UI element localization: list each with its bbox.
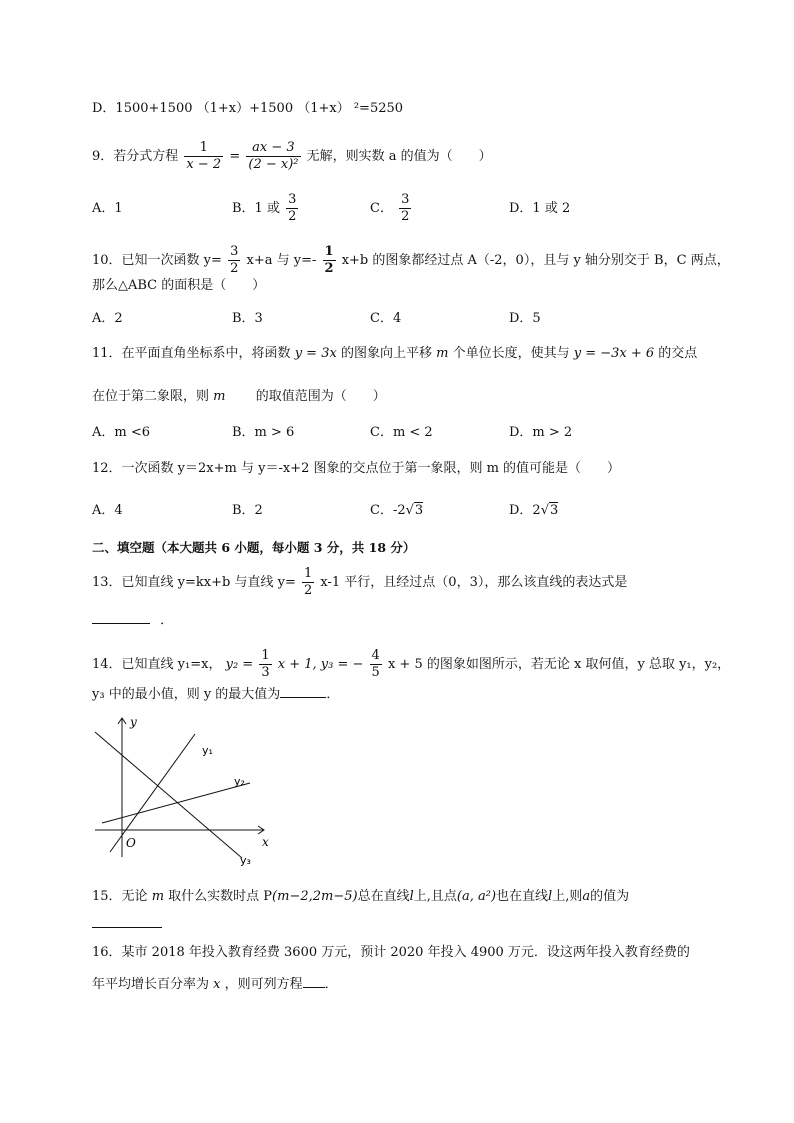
q9-prefix: 9．若分式方程 [92, 149, 179, 164]
q9-rhs-den: (2 − x)² [248, 157, 299, 172]
q10-f2-den: 2 [324, 261, 334, 276]
q14-fraction-1 [259, 648, 271, 681]
q9-option-c-prefix: C． [370, 201, 393, 216]
q15-l-2: l [548, 889, 553, 904]
q10-option-a: A．2 [92, 311, 123, 326]
q9-b-den: 2 [288, 209, 297, 224]
q11-stem-line2 [92, 388, 386, 406]
q9-option-a: A．1 [92, 201, 123, 216]
q14-answer-blank[interactable] [280, 697, 326, 698]
q15-mid4: 也在直线 [496, 889, 549, 904]
q14-line2: y₃ 中的最小值，则 y 的最大值为 [92, 687, 281, 702]
q9-option-d: D．1 或 2 [509, 201, 571, 216]
q13-fraction [302, 566, 314, 599]
q9-c-num: 3 [401, 192, 410, 207]
q9-b-num: 3 [288, 192, 297, 207]
q10-stem-line1 [92, 244, 730, 277]
q15-mid2: 总在直线 [357, 889, 410, 904]
q10-option-d: D．5 [509, 311, 541, 326]
label-y1: y₁ [202, 744, 213, 757]
q14-f2-num: 4 [371, 648, 380, 663]
q13-prefix: 13．已知直线 y=kx+b 与直线 y= [92, 575, 296, 590]
q11-function-1: y = 3x [294, 346, 337, 361]
q14-end-mark: ． [326, 687, 340, 702]
q9-lhs-fraction [184, 140, 223, 173]
q15-mid5: 上,则 [552, 889, 583, 904]
q9-option-b [232, 192, 300, 225]
q9-c-den: 2 [401, 209, 410, 224]
q11-function-2: y = −3x + 6 [573, 346, 655, 361]
q9-option-c [370, 192, 413, 225]
q10-middle: x+a 与 y=- [246, 253, 317, 268]
section-fill-in-title: 二、填空题（本大题共 6 小题，每小题 3 分，共 18 分） [92, 540, 416, 555]
q15-answer-blank[interactable] [92, 927, 162, 928]
q9-option-b-prefix: B．1 或 [232, 201, 280, 216]
q9-stem [92, 140, 492, 173]
q9-rhs-fraction [246, 140, 300, 173]
q16-stem-line2 [92, 976, 338, 994]
q14-suffix: x + 5 的图象如图所示，若无论 x 取何值，y 总取 y₁，y₂， [387, 657, 731, 672]
q16-x: x [213, 977, 221, 992]
q10-fraction-1 [228, 244, 240, 277]
q11-m-symbol: m [436, 346, 449, 361]
q10-prefix: 10．已知一次函数 y= [92, 253, 222, 268]
q10-option-b: B．3 [232, 311, 263, 326]
q11-option-d: D．m > 2 [509, 425, 573, 440]
q13-answer-blank[interactable] [92, 623, 150, 624]
q9-lhs-den: x − 2 [186, 157, 222, 172]
q10-fraction-2 [323, 244, 336, 277]
q14-stem-line2 [92, 686, 339, 704]
q14-fraction-2 [370, 648, 382, 681]
q12-d-radicand: 3 [550, 503, 559, 518]
q10-f1-den: 2 [230, 261, 239, 276]
q15-suffix: 的值为 [590, 889, 630, 904]
q12-option-a: A．4 [92, 503, 123, 518]
q13-f-num: 1 [303, 566, 313, 581]
q11-stem-line1 [92, 345, 697, 363]
q15-stem [92, 888, 629, 906]
label-y3: y₃ [240, 854, 251, 867]
q15-point-2: (a, a²) [456, 889, 497, 904]
q11-line2-b: 的取值范围为（ ） [255, 389, 386, 404]
q11-line2-a: 在位于第二象限，则 [92, 389, 210, 404]
q9-equals: = [229, 149, 241, 164]
q10-f1-num: 3 [230, 244, 239, 259]
y-axis-label: y [130, 715, 137, 729]
q13-answer-line [92, 612, 173, 630]
q12-option-d: D．2√3 [509, 503, 559, 518]
q9-option-c-fraction [399, 192, 411, 225]
q12-c-radicand: 3 [414, 503, 424, 518]
q10-stem-line2: 那么△ABC 的面积是（ ） [92, 278, 266, 293]
q9-option-b-fraction [286, 192, 298, 225]
q11-option-a: A．m <6 [92, 425, 151, 440]
line-y1 [110, 734, 195, 852]
q15-a: a [582, 889, 591, 904]
q10-option-c: C．4 [370, 311, 402, 326]
q14-f1-num: 1 [261, 648, 270, 663]
q15-prefix: 15．无论 [92, 889, 148, 904]
q10-suffix: x+b 的图象都经过点 A（-2，0），且与 y 轴分别交于 B，C 两点， [341, 253, 730, 268]
q15-answer-line [92, 916, 162, 934]
q14-f2-den: 5 [371, 665, 380, 680]
q15-mid3: 上,且点 [413, 889, 457, 904]
q11-text-b: 的图象向上平移 [340, 346, 432, 361]
q12-option-c: C．-2√3 [370, 503, 424, 518]
q8-option-d: D．1500+1500 （1+x）+1500 （1+x） ²=5250 [92, 101, 404, 116]
q11-text-a: 11．在平面直角坐标系中，将函数 [92, 346, 291, 361]
q12-c-prefix: C．-2 [370, 503, 406, 518]
q12-d-prefix: D．2 [509, 503, 541, 518]
q16-stem-line1: 16．某市 2018 年投入教育经费 3600 万元，预计 2020 年投入 4900 万元．设这两年投入教育经费的 [92, 945, 690, 960]
q16-line2-a: 年平均增长百分率为 [92, 977, 210, 992]
q16-end-mark: ． [324, 977, 338, 992]
q13-stem-line1 [92, 566, 627, 599]
q9-rhs-num: ax − 3 [246, 140, 300, 157]
q9-suffix: 无解，则实数 a 的值为（ ） [306, 149, 492, 164]
q11-text-c: 个单位长度，使其与 [452, 346, 570, 361]
q12-option-b: B．2 [232, 503, 263, 518]
q11-option-b: B．m > 6 [232, 425, 295, 440]
q13-f-den: 2 [303, 583, 313, 598]
q10-f2-num: 1 [324, 244, 334, 259]
q14-f1-den: 3 [261, 665, 270, 680]
q11-option-c: C．m < 2 [370, 425, 433, 440]
q14-stem-line1 [92, 648, 730, 681]
q15-m: m [151, 889, 165, 904]
label-y2: y₂ [234, 775, 245, 788]
q13-end-mark: ． [160, 613, 174, 628]
q14-y2: y₂ = [225, 657, 254, 672]
q11-text-d: 的交点 [658, 346, 698, 361]
q16-line2-b: ，则可列方程 [224, 977, 303, 992]
q14-graph [92, 712, 282, 872]
q14-prefix: 14．已知直线 y₁=x， [92, 657, 222, 672]
q16-answer-blank[interactable] [303, 987, 325, 988]
q13-suffix: x-1 平行，且经过点（0，3），那么该直线的表达式是 [320, 575, 628, 590]
q9-lhs-num: 1 [184, 140, 223, 157]
q15-mid1: 取什么实数时点 P [168, 889, 273, 904]
q11-m-symbol-2: m [213, 389, 226, 404]
q15-point-p: (m−2,2m−5) [272, 889, 358, 904]
q12-stem: 12．一次函数 y＝2x+m 与 y＝-x+2 图象的交点位于第一象限，则 m 的值可能是（ ） [92, 461, 621, 476]
q14-middle: x + 1, y₃ = − [277, 657, 364, 672]
q15-l: l [409, 889, 414, 904]
line-y3 [95, 732, 242, 858]
line-y2 [102, 783, 250, 823]
origin-label: O [126, 836, 136, 850]
x-axis-label: x [262, 835, 269, 849]
